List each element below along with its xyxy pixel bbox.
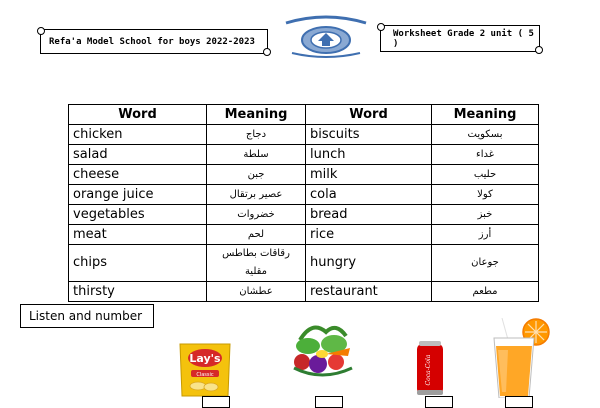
arabic-meaning-cell: أرز [432, 225, 539, 245]
english-word-cell: meat [69, 225, 207, 245]
potato-chips-bag-icon [174, 340, 236, 398]
worksheet-title-text: Worksheet Grade 2 unit ( 5 ) [393, 28, 534, 49]
column-header-word: Word [306, 105, 432, 125]
number-answer-box[interactable] [505, 396, 533, 408]
worksheet-title-banner [380, 25, 540, 52]
english-word-cell: cheese [69, 165, 207, 185]
table-row [69, 165, 539, 185]
number-answer-box[interactable] [315, 396, 343, 408]
column-header-word: Word [69, 105, 207, 125]
table-row [69, 225, 539, 245]
arabic-meaning-cell: غداء [432, 145, 539, 165]
english-word-cell: orange juice [69, 185, 207, 205]
english-word-cell: cola [306, 185, 432, 205]
table-row [69, 205, 539, 225]
table-row [69, 185, 539, 205]
table-row [69, 125, 539, 145]
table-header-row [69, 105, 539, 125]
instruction-text: Listen and number [29, 309, 143, 323]
column-header-meaning: Meaning [207, 105, 306, 125]
arabic-meaning-cell: جوعان [432, 245, 539, 282]
english-word-cell: thirsty [69, 282, 207, 302]
table-row [69, 145, 539, 165]
orange-juice-glass-icon [484, 318, 556, 398]
arabic-meaning-cell: بسكويت [432, 125, 539, 145]
english-word-cell: hungry [306, 245, 432, 282]
arabic-meaning-cell: جبن [207, 165, 306, 185]
arabic-meaning-cell: لحم [207, 225, 306, 245]
table-row [69, 282, 539, 302]
chips-flavor-label: Classic [196, 372, 214, 378]
arabic-meaning-cell: سلطة [207, 145, 306, 165]
arabic-meaning-cell: خضروات [207, 205, 306, 225]
arabic-meaning-cell: خبز [432, 205, 539, 225]
number-answer-box[interactable] [425, 396, 453, 408]
english-word-cell: chips [69, 245, 207, 282]
english-word-cell: bread [306, 205, 432, 225]
english-word-cell: vegetables [69, 205, 207, 225]
column-header-meaning: Meaning [432, 105, 539, 125]
cola-brand-label: Coca-Cola [425, 354, 432, 386]
number-answer-box[interactable] [202, 396, 230, 408]
chips-brand-label: Lay's [189, 352, 221, 365]
school-name-banner [40, 29, 268, 54]
table-row [69, 245, 539, 282]
listen-and-number-instruction [20, 304, 154, 328]
arabic-meaning-cell: مطعم [432, 282, 539, 302]
english-word-cell: biscuits [306, 125, 432, 145]
english-word-cell: milk [306, 165, 432, 185]
english-word-cell: salad [69, 145, 207, 165]
english-word-cell: chicken [69, 125, 207, 145]
vocabulary-table [68, 104, 539, 302]
english-word-cell: lunch [306, 145, 432, 165]
arabic-meaning-cell: عطشان [207, 282, 306, 302]
cola-can-icon [414, 340, 446, 396]
english-word-cell: restaurant [306, 282, 432, 302]
arabic-meaning-cell: عصير برتقال [207, 185, 306, 205]
arabic-meaning-cell: دجاج [207, 125, 306, 145]
school-emblem-logo [282, 13, 370, 59]
arabic-meaning-cell: رقاقات بطاطس مقلية [207, 245, 306, 282]
arabic-meaning-cell: كولا [432, 185, 539, 205]
vegetables-basket-icon [286, 320, 358, 380]
arabic-meaning-cell: حليب [432, 165, 539, 185]
school-name-text: Refa'a Model School for boys 2022-2023 [49, 36, 255, 47]
english-word-cell: rice [306, 225, 432, 245]
